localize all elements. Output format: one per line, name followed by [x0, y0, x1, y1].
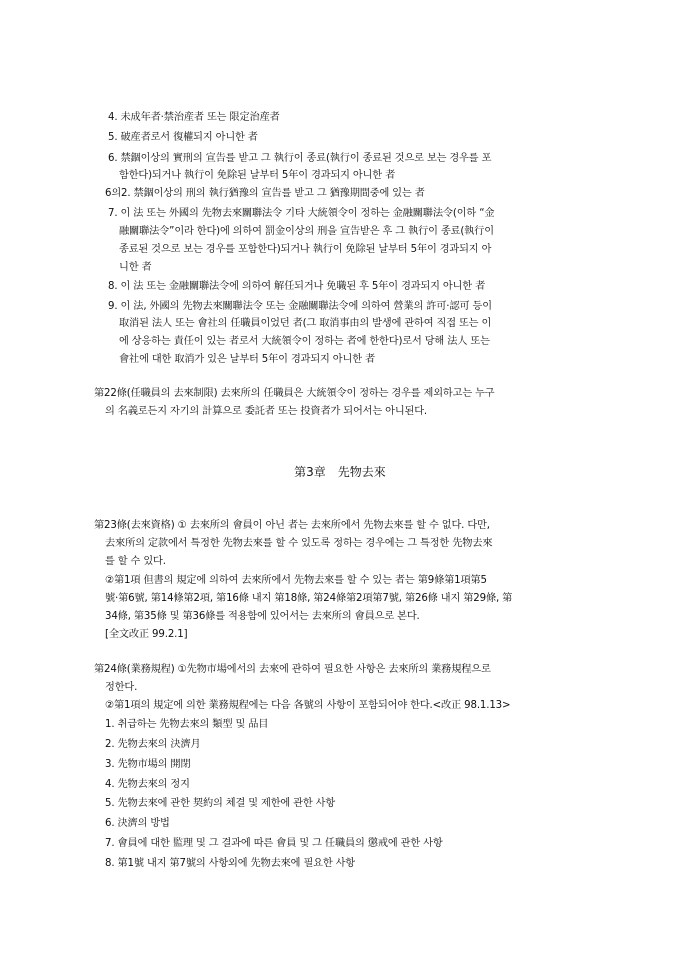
list-item: 6. 決濟의 방법	[105, 818, 170, 829]
article-24-line: 정한다.	[105, 682, 138, 693]
list-item: 4. 先物去來의 정지	[105, 779, 190, 790]
article-24-line: ②第1項의 規定에 의한 業務規程에는 다음 各號의 사항이 포함되어야 한다.<改正 98.1.13>	[105, 700, 511, 711]
list-item: 6의2. 禁錮이상의 刑의 執行猶豫의 宣告를 받고 그 猶豫期間중에 있는 者	[105, 188, 425, 199]
list-item: 5. 破産者로서 復權되지 아니한 者	[108, 132, 258, 143]
list-item: 4. 未成年者·禁治産者 또는 限定治産者	[108, 112, 280, 123]
article-23-line: 를 할 수 있다.	[105, 556, 166, 567]
article-23-line: 第23條(去來資格) ① 去來所의 會員이 아닌 者는 去來所에서 先物去來를 할 수 없다. 다만,	[94, 520, 490, 531]
list-item: 5. 先物去來에 관한 契約의 체결 및 제한에 관한 사항	[105, 798, 336, 809]
list-item-continuation: 종료된 것으로 보는 경우를 포함한다)되거나 執行이 免除된 날부터 5年이 경과되지 아	[119, 244, 492, 255]
chapter-title: 第3章 先物去來	[294, 465, 386, 479]
list-item-continuation: 會社에 대한 取消가 있은 날부터 5年이 경과되지 아니한 者	[119, 354, 376, 365]
list-item-continuation: 니한 者	[119, 262, 152, 273]
list-item: 1. 취급하는 先物去來의 類型 및 品目	[105, 719, 269, 730]
list-item: 3. 先物市場의 開閉	[105, 759, 191, 770]
article-23-line: ②第1項 但書의 規定에 의하여 去來所에서 先物去來를 할 수 있는 者는 第9條第1項第5	[105, 575, 487, 586]
article-24-line: 第24條(業務規程) ①先物市場에서의 去來에 관하여 필요한 사항은 去來所의 業務規程으로	[94, 664, 491, 675]
list-item: 9. 이 法, 外國의 先物去來關聯法令 또는 金融關聯法令에 의하여 營業의 許可·認可 등이	[108, 301, 492, 312]
list-item: 8. 이 法 또는 金融關聯法令에 의하여 解任되거나 免職된 후 5年이 경과되지 아니한 者	[108, 281, 486, 292]
article-23-line: 號·第6號, 第14條第2項, 第16條 내지 第18條, 第24條第2項第7號, 第26條 내지 第29條, 第	[105, 593, 513, 604]
amendment-note: [全文改正 99.2.1]	[105, 629, 188, 640]
article-22-line: 의 名義로든지 자기의 計算으로 委託者 또는 投資者가 되어서는 아니된다.	[105, 406, 427, 417]
list-item-continuation: 에 상응하는 責任이 있는 者로서 大統領令이 정하는 者에 한한다)로서 당해 法人 또는	[119, 336, 490, 347]
list-item-continuation: 取消된 法人 또는 會社의 任職員이었던 者(그 取消事由의 발생에 관하여 직접 또는 이	[119, 318, 492, 329]
list-item: 8. 第1號 내지 第7號의 사항외에 先物去來에 필요한 사항	[105, 858, 355, 869]
list-item: 7. 會員에 대한 監理 및 그 결과에 따른 會員 및 그 任職員의 懲戒에 관한 사항	[105, 838, 443, 849]
list-item: 2. 先物去來의 決濟月	[105, 739, 201, 750]
article-23-line: 34條, 第35條 및 第36條를 적용함에 있어서는 去來所의 會員으로 본다.	[105, 611, 420, 622]
article-22-line: 第22條(任職員의 去來制限) 去來所의 任職員은 大統領令이 정하는 경우를 제외하고는 누구	[94, 388, 495, 399]
list-item: 7. 이 法 또는 外國의 先物去來關聯法令 기타 大統領令이 정하는 金融關聯法令(이하 “金	[108, 208, 495, 219]
list-item: 6. 禁錮이상의 實刑의 宣告를 받고 그 執行이 종료(執行이 종료된 것으로 보는 경우를 포	[108, 153, 492, 164]
article-23-line: 去來所의 定款에서 특정한 先物去來를 할 수 있도록 정하는 경우에는 그 특정한 先物去來	[105, 538, 493, 549]
list-item-continuation: 함한다)되거나 執行이 免除된 날부터 5年이 경과되지 아니한 者	[119, 170, 396, 181]
list-item-continuation: 融關聯法令”이라 한다)에 의하여 罰金이상의 刑을 宣告받은 후 그 執行이 종료(執行이	[119, 226, 494, 237]
